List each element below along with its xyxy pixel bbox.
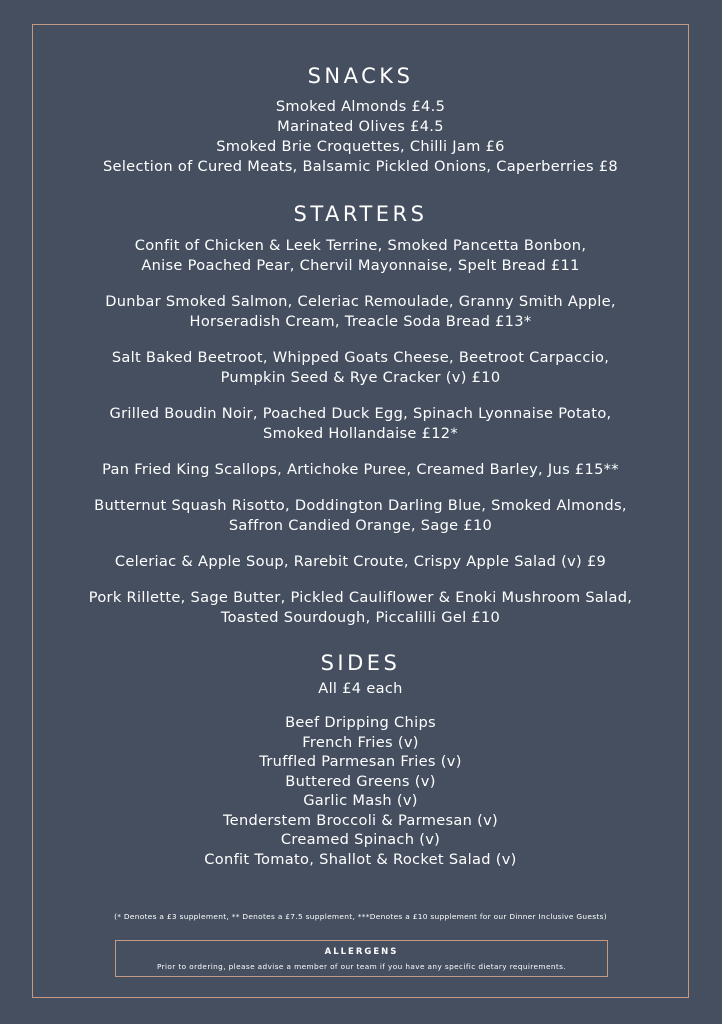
starter-line: Pan Fried King Scallops, Artichoke Puree, Creamed Barley, Jus £15** xyxy=(102,461,619,478)
sides-subtitle: All £4 each xyxy=(318,680,403,697)
starter-item xyxy=(32,236,689,276)
allergens-text: Prior to ordering, please advise a member of our team if you have any specific dietary requirements. xyxy=(156,962,567,971)
starter-line: Anise Poached Pear, Chervil Mayonnaise, Spelt Bread £11 xyxy=(141,257,580,274)
side-item: Beef Dripping Chips xyxy=(285,714,436,731)
snack-item: Smoked Almonds £4.5 xyxy=(275,98,446,115)
starter-line: Celeriac & Apple Soup, Rarebit Croute, Crispy Apple Salad (v) £9 xyxy=(114,553,607,570)
starter-line: Pumpkin Seed & Rye Cracker (v) £10 xyxy=(220,369,501,386)
side-item: French Fries (v) xyxy=(302,733,419,751)
starters-heading: STARTERS xyxy=(293,202,428,226)
sides-list xyxy=(32,713,689,869)
starter-line: Toasted Sourdough, Piccalilli Gel £10 xyxy=(220,609,501,626)
side-item: Garlic Mash (v) xyxy=(303,792,418,809)
starters-list xyxy=(32,236,689,628)
side-item: Truffled Parmesan Fries (v) xyxy=(259,753,462,770)
starter-line: Saffron Candied Orange, Sage £10 xyxy=(228,517,493,534)
starter-item xyxy=(32,292,689,332)
starter-line: Butternut Squash Risotto, Doddington Darling Blue, Smoked Almonds, xyxy=(94,497,627,514)
snack-item: Smoked Brie Croquettes, Chilli Jam £6 xyxy=(216,138,505,155)
supplement-footnote: (* Denotes a £3 supplement, ** Denotes a £7.5 supplement, ***Denotes a £10 supplement for our Dinner Inclusive Guests) xyxy=(114,912,607,921)
allergens-title: ALLERGENS xyxy=(324,947,399,957)
starter-item xyxy=(32,348,689,388)
snack-item: Selection of Cured Meats, Balsamic Pickled Onions, Caperberries £8 xyxy=(102,158,618,175)
side-item: Tenderstem Broccoli & Parmesan (v) xyxy=(222,811,499,829)
sides-heading: SIDES xyxy=(320,651,401,675)
snack-item: Marinated Olives £4.5 xyxy=(277,118,444,135)
allergens-box xyxy=(115,940,608,977)
starter-line: Dunbar Smoked Salmon, Celeriac Remoulade, Granny Smith Apple, xyxy=(105,293,616,310)
menu-content xyxy=(32,24,689,869)
starter-item xyxy=(32,404,689,444)
starter-line: Confit of Chicken & Leek Terrine, Smoked Pancetta Bonbon, xyxy=(134,237,587,254)
side-item: Buttered Greens (v) xyxy=(285,772,436,790)
starter-line: Smoked Hollandaise £12* xyxy=(263,425,458,442)
starter-line: Grilled Boudin Noir, Poached Duck Egg, Spinach Lyonnaise Potato, xyxy=(109,405,612,422)
starter-line: Salt Baked Beetroot, Whipped Goats Cheese, Beetroot Carpaccio, xyxy=(111,349,610,366)
starter-item xyxy=(32,552,689,572)
starter-line: Horseradish Cream, Treacle Soda Bread £13* xyxy=(189,313,532,330)
side-item: Confit Tomato, Shallot & Rocket Salad (v) xyxy=(204,850,517,868)
snacks-heading: SNACKS xyxy=(307,64,414,88)
starter-line: Pork Rillette, Sage Butter, Pickled Cauliflower & Enoki Mushroom Salad, xyxy=(88,589,633,606)
snacks-list xyxy=(32,97,689,177)
starter-item xyxy=(32,496,689,536)
starter-item xyxy=(32,460,689,480)
side-item: Creamed Spinach (v) xyxy=(280,831,441,848)
starter-item xyxy=(32,588,689,628)
